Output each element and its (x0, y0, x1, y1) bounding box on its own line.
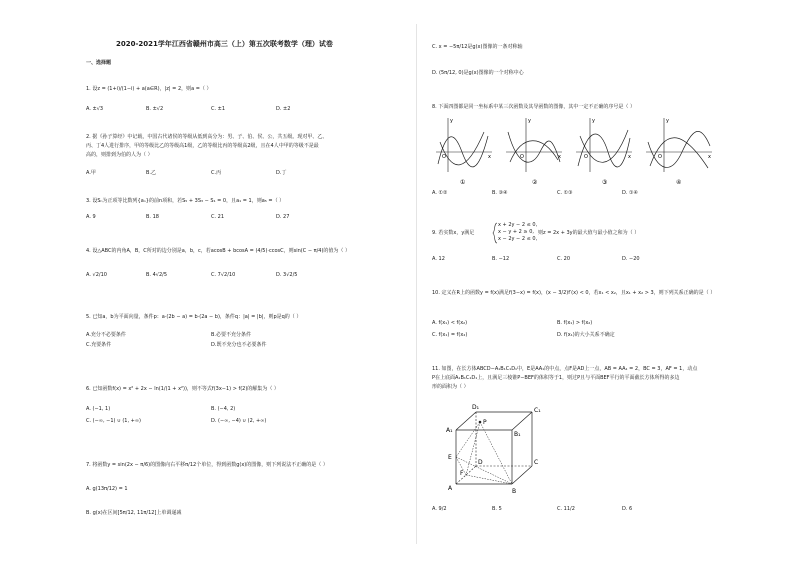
graph-1-y-label: y (450, 118, 453, 124)
q10-opt-c: C. f(x₁) = f(x₂) (432, 332, 468, 338)
q9-opt-a: A. 12 (432, 256, 445, 262)
label-a: A (448, 485, 453, 492)
q9-constraint-1: x + 2y − 2 ≤ 0, (498, 222, 538, 228)
graph-4-number: ④ (676, 179, 682, 186)
q9-stem-b: 则z = 2x + 3y的最大值与最小值之和为（ ） (538, 230, 640, 236)
q10-opt-b: B. f(x₁) > f(x₂) (557, 320, 593, 326)
q1-opt-b: B. ±√2 (146, 106, 164, 112)
q1-opt-c: C. ±1 (211, 106, 226, 112)
q3-opt-b: B. 18 (146, 214, 159, 220)
q2-opt-c: C.丙 (211, 170, 222, 176)
q3-opt-d: D. 27 (276, 214, 290, 220)
q11-stem-line2: P在上底面A₁B₁C₁D₁上，且满足三棱锥P−BEF的体积等于1，则过P且与平面BEF平行的平面截长方体所得的多边 (432, 375, 680, 381)
q11-opt-d: D. 6 (622, 506, 633, 512)
q6-opt-c: C. (−∞, −1) ∪ (1, +∞) (86, 418, 141, 424)
q6-opt-d: D. (−∞, −4) ∪ (2, +∞) (211, 418, 267, 424)
q1-opt-a: A. ±√3 (86, 106, 104, 112)
q6-stem: 6. 已知函数f(x) = x² + 2x − ln(1/(1 + x²))，则不等式f(3x−1) > f(2)的解集为（ ） (86, 386, 279, 392)
left-column (86, 0, 406, 562)
q7-opt-b: B. g(x)在区间[5π/12, 11π/12]上单调递减 (86, 510, 182, 516)
q7-stem: 7. 将函数y = sin(2x − π/6)的图像向右平移π/12个单位，得到函数g(x)的图像，则下列说法不正确的是（ ） (86, 462, 328, 468)
q9-constraint-2: x − y + 2 ≥ 0, (498, 229, 534, 235)
q8-opt-b: B. ③④ (492, 190, 508, 196)
label-c1: C₁ (534, 407, 541, 414)
q11-stem-line3: 形的面积为（ ） (432, 384, 469, 390)
q6-opt-b: B. (−4, 2) (211, 406, 236, 412)
q2-opt-d: D.丁 (276, 170, 287, 176)
graph-2-number: ② (532, 179, 538, 186)
graph-2-x-label: x (558, 154, 561, 160)
graph-3-x-label: x (628, 154, 631, 160)
graph-3 (576, 118, 632, 186)
q7-opt-d: D. (5π/12, 0)是g(x)图像的一个对称中心 (432, 70, 524, 76)
graph-3-origin-label: O (584, 154, 588, 160)
q8-opt-a: A. ①② (432, 190, 448, 196)
q10-opt-d: D. f(x₁)的大小关系不确定 (557, 332, 615, 338)
label-c: C (534, 459, 539, 466)
q3-opt-a: A. 9 (86, 214, 96, 220)
section-heading: 一、选择题 (86, 60, 112, 66)
graph-2-y-label: y (528, 118, 531, 124)
graph-4-origin-label: O (658, 154, 662, 160)
graph-1-number: ① (460, 179, 466, 186)
label-d1: D₁ (472, 404, 480, 411)
q3-opt-c: C. 21 (211, 214, 225, 220)
q11-stem-line1: 11. 如图，在长方体ABCD−A₁B₁C₁D₁中，E是AA₁的中点，点F是AD上一点，AB = AA₁ = 2，BC = 3，AF = 1，动点 (432, 366, 698, 372)
q1-stem: 1. 设z = (1+i)/(1−i) + a(a∈R)，|z| = 2，则a =（ ） (86, 86, 212, 92)
graph-4-y-label: y (666, 118, 669, 124)
q11-opt-b: B. 5 (492, 506, 502, 512)
graph-2 (506, 118, 562, 186)
right-column (432, 0, 752, 562)
q10-stem: 10. 定义在R上的函数y = f(x)满足f(3−x) = f(x)，(x − 3/2)f′(x) < 0，若x₁ < x₂，且x₁ + x₂ > 3，则下列关系正确的是（ ） (432, 290, 716, 296)
q5-opt-d: D.既不充分也不必要条件 (211, 342, 267, 348)
q1-opt-d: D. ±2 (276, 106, 291, 112)
graph-1 (436, 118, 492, 186)
q8-function-graphs (432, 112, 732, 186)
q9-opt-d: D. −20 (622, 256, 640, 262)
q7-opt-a: A. g(13π/12) = 1 (86, 486, 128, 492)
label-p: P (483, 419, 487, 426)
column-divider (416, 24, 417, 544)
q4-opt-d: D. 3√2/5 (276, 272, 298, 278)
graph-4 (646, 118, 712, 186)
graph-4-x-label: x (708, 154, 711, 160)
q8-opt-d: D. ①④ (622, 190, 638, 196)
label-d: D (478, 459, 483, 466)
q3-stem: 3. 设Sₙ为正项等比数列{aₙ}的前n项和，若S₅ + 3S₃ − S₁ = 0，且a₁ = 1，则a₅ =（ ） (86, 198, 285, 204)
q5-opt-b: B.必要不充分条件 (211, 332, 252, 338)
graph-1-origin-label: O (442, 154, 446, 160)
q7-opt-c: C. x = −5π/12是g(x)图像的一条对称轴 (432, 44, 523, 50)
q11-opt-c: C. 11/2 (557, 506, 575, 512)
graph-2-origin-label: O (520, 154, 524, 160)
q10-opt-a: A. f(x₁) < f(x₂) (432, 320, 468, 326)
q2-stem-line3: 高的，则排到为伯的人为（ ） (86, 152, 153, 158)
q9-constraint-3: x − 2y − 2 ≤ 0, (498, 236, 538, 242)
graph-3-y-label: y (592, 118, 595, 124)
graph-3-number: ③ (602, 179, 608, 186)
q8-opt-c: C. ①③ (557, 190, 573, 196)
q5-stem: 5. 已知a，b为平面向量，条件p：a·(2b − a) = b·(2a − b)，条件q：|a| = |b|，则p是q的（ ） (86, 314, 302, 320)
q2-opt-b: B.乙 (146, 170, 157, 176)
graph-1-x-label: x (488, 154, 491, 160)
exam-title: 2020-2021学年江西省赣州市高三（上）第五次联考数学（理）试卷 (116, 40, 333, 48)
q11-opt-a: A. 9/2 (432, 506, 447, 512)
q2-opt-a: A.甲 (86, 170, 96, 176)
q9-opt-b: B. −12 (492, 256, 510, 262)
q11-cuboid-figure (432, 400, 572, 500)
q2-stem-line1: 2. 据《孙子算经》中记载，中国古代诸侯的等级从低到高分为：男、子、伯、侯、公，共五级。现对甲、乙、 (86, 134, 328, 140)
q6-opt-a: A. (−1, 1) (86, 406, 111, 412)
q2-stem-line2: 丙、丁4人进行排序，甲的等级比乙的等级高1级，乙的等级比丙的等级高2级，且在4人中甲的等级不是最 (86, 143, 319, 149)
label-e: E (448, 454, 452, 461)
q9-stem-a: 9. 若实数x，y满足 (432, 230, 475, 236)
label-b1: B₁ (514, 431, 521, 438)
q4-opt-c: C. 7√2/10 (211, 272, 236, 278)
q4-stem: 4. 设△ABC的内角A，B，C所对的边分别是a，b，c，若acosB + bcosA = (4/5)·ccosC，则sin(C − π/4)的值为（ ） (86, 248, 351, 254)
label-f: F (460, 470, 464, 477)
q5-opt-a: A.充分不必要条件 (86, 332, 126, 338)
q5-opt-c: C.充要条件 (86, 342, 112, 348)
label-a1: A₁ (446, 427, 453, 434)
label-b: B (512, 488, 517, 495)
q4-opt-a: A. √2/10 (86, 272, 107, 278)
q8-stem: 8. 下面四图都是同一坐标系中某三次函数及其导函数的图像，其中一定不正确的序号是（ ） (432, 104, 635, 110)
q9-opt-c: C. 20 (557, 256, 571, 262)
q4-opt-b: B. 4√2/5 (146, 272, 168, 278)
